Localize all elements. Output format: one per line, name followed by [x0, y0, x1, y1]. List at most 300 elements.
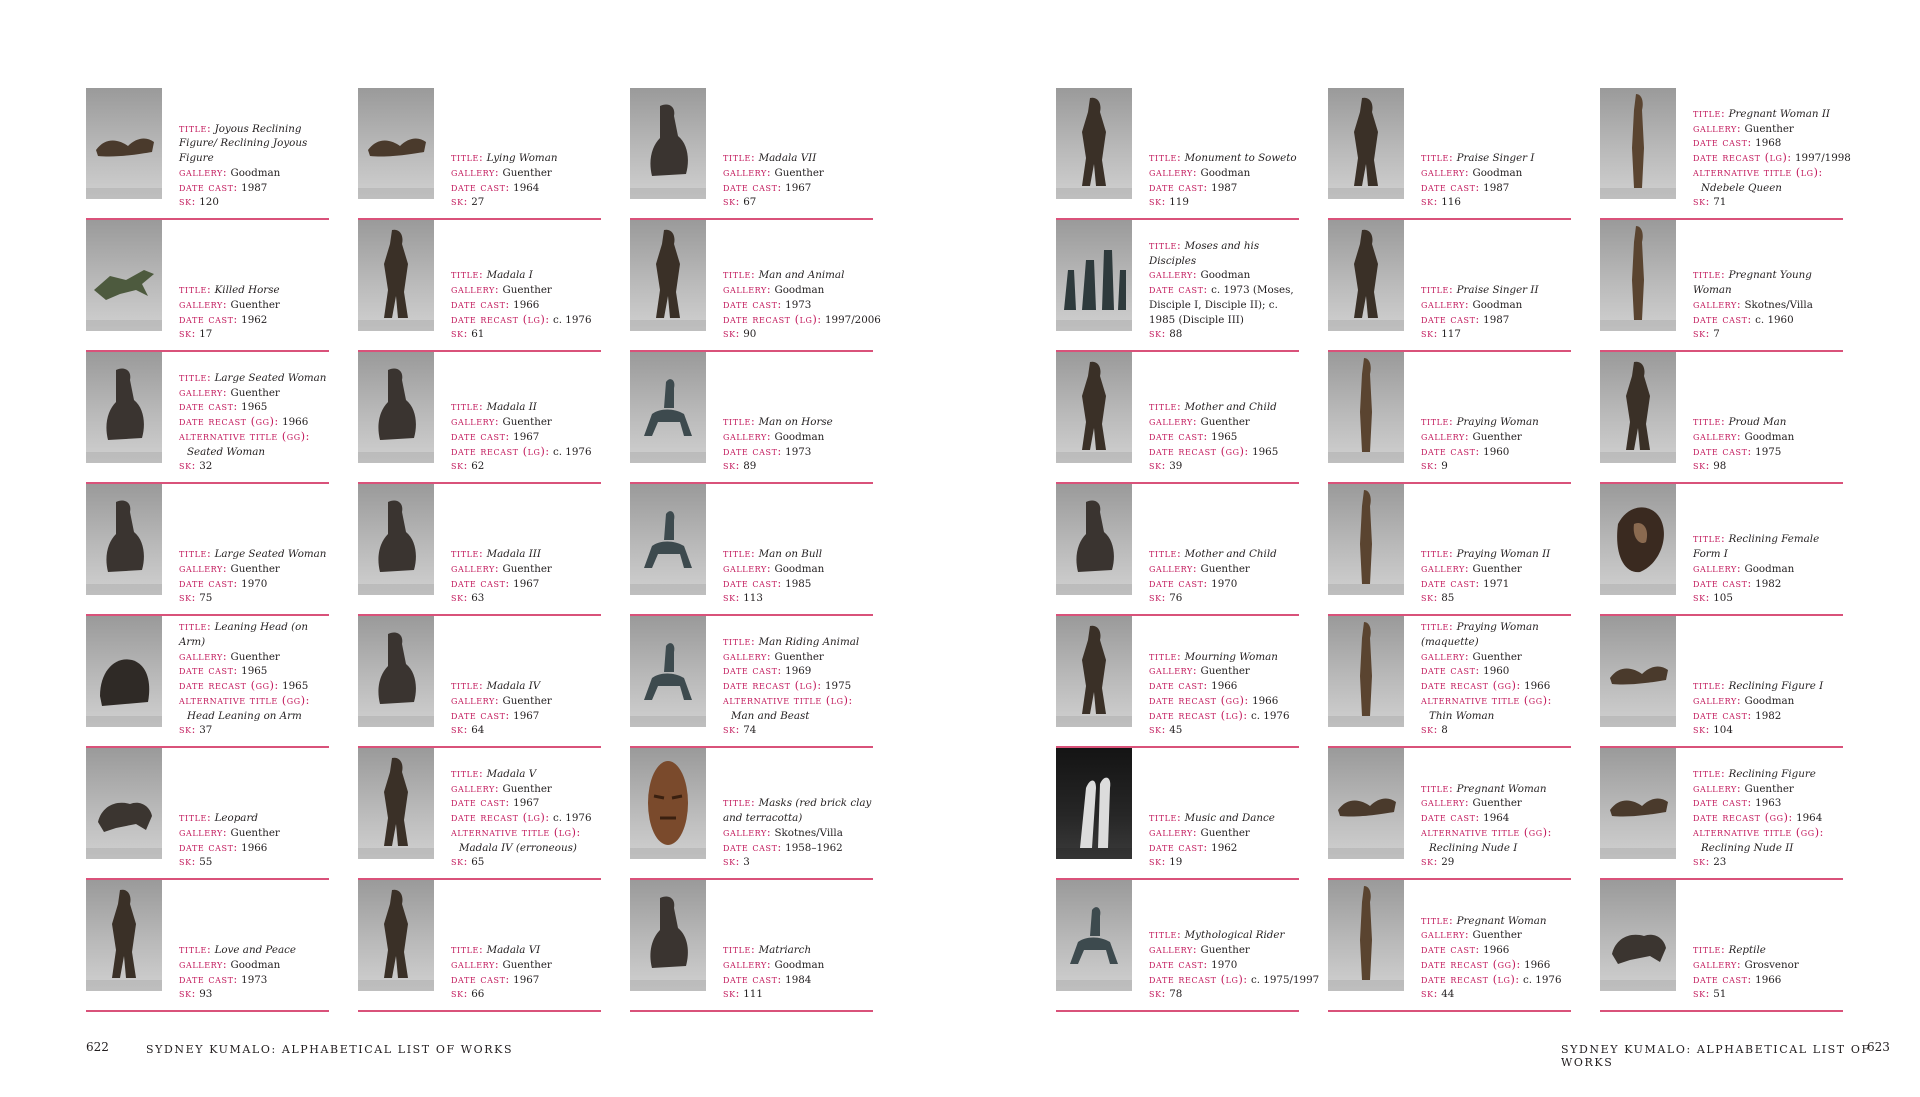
- artwork-sk-number: [1693, 195, 1845, 210]
- artwork-title: [723, 796, 875, 825]
- artwork-gallery: [451, 782, 603, 797]
- artwork-sk-number-label: sk:: [723, 327, 740, 341]
- artwork-title-label: title:: [1149, 547, 1182, 561]
- artwork-sk-number-label: sk:: [179, 591, 196, 605]
- artwork-title: [1149, 547, 1301, 562]
- artwork-date-cast-label: date cast:: [1421, 312, 1480, 326]
- artwork-title-label: title:: [1421, 151, 1454, 165]
- rider-sculpture-photo: [630, 484, 706, 595]
- artwork-sk-number-label: sk:: [723, 987, 740, 1001]
- artwork-date-cast: [1149, 577, 1301, 592]
- artwork-title-value: Man Riding Animal: [758, 636, 860, 649]
- artwork-date-cast: [1421, 664, 1573, 679]
- artwork-date-recast-gg-label: date recast (gg):: [1693, 811, 1793, 825]
- artwork-date-cast-label: date cast:: [179, 400, 238, 414]
- artwork-sk-number: [1421, 195, 1573, 210]
- artwork-date-recast-lg-label: date recast (lg):: [1421, 972, 1520, 986]
- artwork-sk-number-value: 62: [471, 460, 485, 473]
- artwork-date-cast-value: 1960: [1483, 665, 1510, 678]
- artwork-sk-number-value: 45: [1169, 724, 1183, 737]
- artwork-title-label: title:: [451, 767, 484, 781]
- artwork-gallery-value: Goodman: [1200, 166, 1251, 179]
- artwork-gallery-value: Guenther: [502, 166, 552, 179]
- artwork-date-recast-lg: [1421, 973, 1573, 988]
- artwork-entry: [86, 88, 329, 220]
- artwork-gallery-value: Guenther: [1200, 944, 1250, 957]
- animal-sculpture-photo: [86, 748, 162, 859]
- artwork-title-label: title:: [1421, 415, 1454, 429]
- artwork-date-cast: [1149, 430, 1301, 445]
- artwork-alternative-title-gg: [179, 694, 331, 709]
- artwork-gallery-label: gallery:: [1693, 121, 1742, 135]
- artwork-sk-number: [179, 855, 331, 870]
- artwork-date-recast-lg-value: c. 1976: [552, 313, 592, 326]
- artwork-gallery: [1149, 943, 1301, 958]
- artwork-title-value: Mourning Woman: [1184, 650, 1278, 663]
- artwork-title-label: title:: [723, 943, 756, 957]
- artwork-gallery-value: Goodman: [774, 430, 825, 443]
- artwork-date-cast: [179, 313, 331, 328]
- artwork-sk-number-label: sk:: [179, 987, 196, 1001]
- artwork-date-recast-gg: [1693, 811, 1845, 826]
- artwork-gallery-label: gallery:: [1693, 781, 1742, 795]
- artwork-title-value: Lying Woman: [486, 152, 558, 165]
- artwork-title: [1149, 400, 1301, 415]
- artwork-gallery-label: gallery:: [723, 957, 772, 971]
- group-figures-sculpture-photo: [1056, 220, 1132, 331]
- artwork-sk-number-value: 23: [1713, 856, 1727, 869]
- artwork-sk-number: [1149, 591, 1301, 606]
- artwork-gallery-value: Goodman: [230, 166, 281, 179]
- artwork-gallery: [1693, 958, 1845, 973]
- artwork-entry: [630, 88, 873, 220]
- artwork-title-label: title:: [1149, 239, 1182, 253]
- artwork-date-recast-lg-value: 1975: [824, 680, 852, 693]
- artwork-sk-number-label: sk:: [1693, 591, 1710, 605]
- artwork-gallery-value: Guenther: [1744, 122, 1794, 135]
- artwork-date-cast-value: 1966: [513, 298, 540, 311]
- artwork-date-cast: [723, 973, 875, 988]
- artwork-gallery-label: gallery:: [1149, 825, 1198, 839]
- artwork-title-value: Reclining Figure I: [1728, 680, 1824, 693]
- artwork-gallery-label: gallery:: [1421, 165, 1470, 179]
- artwork-gallery-value: Guenther: [1200, 416, 1250, 429]
- artwork-date-cast-value: 1966: [241, 841, 268, 854]
- artwork-sk-number: [1149, 327, 1301, 342]
- artwork-date-recast-gg-value: 1966: [282, 416, 309, 429]
- seated-figure-sculpture-photo: [358, 352, 434, 463]
- artwork-title: [1421, 782, 1573, 797]
- artwork-gallery-value: Guenther: [230, 650, 280, 663]
- artwork-title-value: Mother and Child: [1184, 548, 1277, 561]
- artwork-date-cast: [723, 298, 875, 313]
- artwork-date-cast: [1693, 445, 1845, 460]
- artwork-title: [179, 811, 331, 826]
- artwork-gallery: [451, 694, 603, 709]
- artwork-details: [179, 620, 331, 738]
- artwork-sk-number: [723, 987, 875, 1002]
- artwork-sk-number-value: 89: [743, 460, 757, 473]
- artwork-title: [723, 943, 875, 958]
- artwork-date-cast-value: 1987: [1483, 181, 1510, 194]
- artwork-alternative-title-gg: [1421, 826, 1573, 841]
- artwork-gallery-label: gallery:: [451, 415, 500, 429]
- artwork-sk-number-label: sk:: [451, 723, 468, 737]
- artwork-date-cast-value: 1967: [513, 709, 540, 722]
- seated-figure-sculpture-photo: [1056, 484, 1132, 595]
- artwork-date-cast: [1421, 445, 1573, 460]
- artwork-alternative-title-lg-value: Ndebele Queen: [1701, 181, 1782, 194]
- artwork-title-value: Monument to Soweto: [1184, 152, 1297, 165]
- artwork-details: [1421, 620, 1573, 738]
- artwork-date-cast-value: 1966: [1755, 973, 1782, 986]
- artwork-title-label: title:: [1421, 781, 1454, 795]
- seated-figure-sculpture-photo: [86, 484, 162, 595]
- artwork-title: [451, 767, 603, 782]
- artwork-date-cast-label: date cast:: [451, 972, 510, 986]
- artwork-gallery: [451, 166, 603, 181]
- artwork-date-cast-value: 1967: [513, 973, 540, 986]
- artwork-date-cast-label: date cast:: [1693, 136, 1752, 150]
- artwork-date-cast-label: date cast:: [179, 972, 238, 986]
- artwork-date-cast-value: 1962: [241, 313, 268, 326]
- artwork-gallery-value: Guenther: [502, 284, 552, 297]
- artwork-date-cast-label: date cast:: [1421, 180, 1480, 194]
- artwork-gallery: [1421, 298, 1573, 313]
- artwork-gallery-label: gallery:: [451, 561, 500, 575]
- artwork-sk-number: [1421, 327, 1573, 342]
- artwork-date-recast-gg: [179, 415, 331, 430]
- artwork-details: [451, 943, 603, 1002]
- artwork-details: [723, 796, 875, 870]
- artwork-gallery-value: Guenther: [1200, 826, 1250, 839]
- artwork-sk-number: [451, 195, 603, 210]
- artwork-details: [1421, 782, 1573, 870]
- artwork-title-value: Pregnant Woman II: [1728, 108, 1830, 121]
- artwork-date-cast-label: date cast:: [1149, 180, 1208, 194]
- artwork-sk-number: [1693, 327, 1845, 342]
- artwork-date-recast-gg-value: 1966: [1524, 680, 1551, 693]
- artwork-title-value: Mother and Child: [1184, 401, 1277, 414]
- artwork-gallery-label: gallery:: [1149, 415, 1198, 429]
- artwork-entry: [1600, 220, 1843, 352]
- artwork-date-cast-value: 1973: [785, 445, 812, 458]
- artwork-title-label: title:: [1693, 107, 1726, 121]
- artwork-sk-number-label: sk:: [1421, 591, 1438, 605]
- artwork-sk-number-label: sk:: [1149, 591, 1166, 605]
- artwork-details: [451, 151, 603, 210]
- artwork-date-cast: [1693, 313, 1845, 328]
- artwork-date-recast-gg: [1149, 694, 1301, 709]
- artwork-gallery-value: Goodman: [1744, 562, 1795, 575]
- artwork-sk-number-label: sk:: [179, 459, 196, 473]
- rider-sculpture-photo: [630, 352, 706, 463]
- artwork-entry: [358, 616, 601, 748]
- artwork-title-label: title:: [1693, 767, 1726, 781]
- artwork-sk-number-label: sk:: [179, 195, 196, 209]
- seated-figure-sculpture-photo: [630, 880, 706, 991]
- artwork-sk-number: [1693, 591, 1845, 606]
- artwork-date-cast: [1149, 841, 1301, 856]
- artwork-title-value: Proud Man: [1728, 416, 1787, 429]
- artwork-title-value: Man on Bull: [758, 548, 823, 561]
- artwork-gallery: [451, 415, 603, 430]
- artwork-sk-number-value: 3: [743, 856, 750, 869]
- artwork-sk-number-label: sk:: [451, 459, 468, 473]
- artwork-date-recast-lg-value: 1997/2006: [824, 313, 881, 326]
- artwork-sk-number: [1421, 591, 1573, 606]
- standing-figure-sculpture-photo: [1056, 88, 1132, 199]
- artwork-title-value: Madala VI: [486, 944, 541, 957]
- artwork-details: [451, 679, 603, 738]
- artwork-sk-number-value: 119: [1169, 196, 1189, 209]
- artwork-gallery: [723, 430, 875, 445]
- artwork-entry: [1056, 220, 1299, 352]
- artwork-gallery: [723, 166, 875, 181]
- artwork-gallery-label: gallery:: [451, 781, 500, 795]
- artwork-title: [451, 547, 603, 562]
- artwork-gallery-value: Goodman: [774, 562, 825, 575]
- artwork-gallery: [1149, 826, 1301, 841]
- artwork-gallery-label: gallery:: [1149, 165, 1198, 179]
- artwork-sk-number-label: sk:: [723, 459, 740, 473]
- artwork-sk-number-label: sk:: [1149, 459, 1166, 473]
- artwork-gallery-label: gallery:: [1149, 943, 1198, 957]
- tall-figure-sculpture-photo: [1328, 880, 1404, 991]
- artwork-sk-number: [1149, 723, 1301, 738]
- standing-figure-sculpture-photo: [86, 880, 162, 991]
- artwork-date-cast-label: date cast:: [451, 429, 510, 443]
- artwork-details: [1421, 283, 1573, 342]
- artwork-sk-number-value: 37: [199, 724, 213, 737]
- artwork-sk-number-label: sk:: [179, 723, 196, 737]
- artwork-gallery-value: Goodman: [774, 958, 825, 971]
- artwork-alternative-title-gg-label: alternative title (gg):: [1421, 693, 1552, 707]
- artwork-entry: [358, 352, 601, 484]
- artwork-sk-number: [1421, 987, 1573, 1002]
- artwork-entry: [86, 748, 329, 880]
- artwork-sk-number-value: 93: [199, 988, 213, 1001]
- artwork-gallery-value: Guenther: [502, 562, 552, 575]
- artwork-date-cast-label: date cast:: [1421, 811, 1480, 825]
- artwork-date-recast-lg-label: date recast (lg):: [1149, 972, 1248, 986]
- artwork-alternative-title-gg-label: alternative title (gg):: [179, 429, 310, 443]
- right-page-number: 623: [1867, 1040, 1890, 1054]
- artwork-date-recast-lg-label: date recast (lg):: [451, 811, 550, 825]
- artwork-gallery-value: Goodman: [1744, 430, 1795, 443]
- artwork-sk-number-label: sk:: [1693, 195, 1710, 209]
- artwork-date-cast-value: 1970: [1211, 958, 1238, 971]
- artwork-gallery-label: gallery:: [723, 429, 772, 443]
- artwork-date-cast: [179, 577, 331, 592]
- artwork-entry: [1328, 484, 1571, 616]
- artwork-gallery-label: gallery:: [1149, 268, 1198, 282]
- artwork-sk-number: [179, 327, 331, 342]
- artwork-date-cast: [451, 709, 603, 724]
- artwork-date-cast-value: 1969: [785, 665, 812, 678]
- artwork-title-label: title:: [451, 943, 484, 957]
- artwork-date-cast-label: date cast:: [179, 576, 238, 590]
- artwork-gallery-value: Guenther: [502, 782, 552, 795]
- artwork-entry: [1056, 616, 1299, 748]
- artwork-title-value: Mythological Rider: [1184, 929, 1285, 942]
- artwork-title: [1693, 767, 1845, 782]
- artwork-title-value: Man on Horse: [758, 416, 833, 429]
- artwork-title-value: Leopard: [214, 812, 258, 825]
- artwork-entry: [86, 880, 329, 1012]
- artwork-title-label: title:: [1693, 415, 1726, 429]
- artwork-sk-number: [451, 723, 603, 738]
- catalogue-column-4: [1056, 88, 1320, 1012]
- artwork-sk-number: [1421, 459, 1573, 474]
- artwork-title-label: title:: [1149, 400, 1182, 414]
- artwork-alternative-title-lg-label: alternative title (lg):: [723, 693, 853, 707]
- artwork-date-cast-label: date cast:: [1149, 840, 1208, 854]
- artwork-gallery-value: Guenther: [230, 298, 280, 311]
- artwork-entry: [1056, 880, 1320, 1012]
- dancers-sculpture-photo: [1056, 748, 1132, 859]
- artwork-date-cast-value: 1965: [1211, 430, 1238, 443]
- artwork-title-value: Praise Singer II: [1456, 284, 1539, 297]
- artwork-title: [1421, 914, 1573, 929]
- artwork-date-cast-value: 1968: [1755, 137, 1782, 150]
- artwork-date-cast: [723, 664, 875, 679]
- artwork-entry: [630, 484, 873, 616]
- artwork-date-cast: [723, 181, 875, 196]
- artwork-date-cast-value: 1967: [513, 577, 540, 590]
- artwork-gallery-value: Skotnes/Villa: [774, 826, 843, 839]
- artwork-entry: [630, 616, 873, 748]
- artwork-title-label: title:: [179, 547, 212, 561]
- artwork-entry: [1056, 484, 1299, 616]
- artwork-date-recast-gg-value: 1966: [1252, 694, 1279, 707]
- artwork-sk-number: [1421, 723, 1573, 738]
- artwork-sk-number-label: sk:: [1149, 327, 1166, 341]
- artwork-sk-number: [179, 987, 331, 1002]
- artwork-title-value: Love and Peace: [214, 944, 296, 957]
- artwork-date-cast-label: date cast:: [451, 180, 510, 194]
- artwork-date-cast-value: 1973: [241, 973, 268, 986]
- seated-figure-sculpture-photo: [86, 352, 162, 463]
- artwork-gallery-value: Guenther: [1472, 562, 1522, 575]
- artwork-title-value: Pregnant Woman: [1456, 782, 1547, 795]
- artwork-date-cast-label: date cast:: [451, 796, 510, 810]
- artwork-gallery-value: Guenther: [774, 166, 824, 179]
- artwork-date-recast-lg-label: date recast (lg):: [1693, 151, 1792, 165]
- artwork-sk-number-value: 65: [471, 856, 485, 869]
- standing-figure-sculpture-photo: [1600, 352, 1676, 463]
- artwork-sk-number-value: 116: [1441, 196, 1461, 209]
- artwork-date-recast-gg: [179, 679, 331, 694]
- artwork-title-value: Joyous Reclining Figure/ Reclining Joyous Figure: [179, 122, 308, 165]
- artwork-date-recast-gg-value: 1964: [1796, 812, 1823, 825]
- artwork-title-label: title:: [451, 547, 484, 561]
- artwork-title: [1693, 107, 1845, 122]
- artwork-title: [179, 122, 331, 166]
- artwork-gallery: [1149, 268, 1301, 283]
- artwork-date-cast-value: 1987: [241, 181, 268, 194]
- artwork-entry: [1056, 352, 1299, 484]
- artwork-title-value: Killed Horse: [214, 284, 280, 297]
- artwork-title: [723, 547, 875, 562]
- artwork-title: [1421, 620, 1573, 649]
- artwork-gallery-value: Guenther: [1472, 430, 1522, 443]
- artwork-date-cast-value: 1982: [1755, 577, 1782, 590]
- artwork-title-value: Praying Woman II: [1456, 548, 1551, 561]
- artwork-date-cast: [451, 430, 603, 445]
- artwork-details: [179, 811, 331, 870]
- artwork-alternative-title-lg-label: alternative title (lg):: [451, 825, 581, 839]
- artwork-sk-number-value: 105: [1713, 592, 1733, 605]
- artwork-date-recast-gg-value: 1965: [1252, 445, 1279, 458]
- artwork-gallery-label: gallery:: [1693, 297, 1742, 311]
- artwork-sk-number-label: sk:: [1421, 987, 1438, 1001]
- artwork-date-cast: [179, 841, 331, 856]
- artwork-sk-number-label: sk:: [723, 855, 740, 869]
- artwork-date-cast: [1693, 973, 1845, 988]
- animal-sculpture-photo: [1600, 880, 1676, 991]
- artwork-sk-number-value: 27: [471, 196, 485, 209]
- artwork-title-value: Matriarch: [758, 944, 812, 957]
- artwork-sk-number-value: 74: [743, 724, 757, 737]
- artwork-date-recast-lg-label: date recast (lg):: [451, 312, 550, 326]
- standing-figure-sculpture-photo: [1328, 88, 1404, 199]
- artwork-sk-number-value: 61: [471, 328, 485, 341]
- artwork-date-cast: [723, 841, 875, 856]
- artwork-entry: [86, 220, 329, 352]
- artwork-details: [1693, 943, 1845, 1002]
- artwork-sk-number-value: 88: [1169, 328, 1183, 341]
- artwork-entry: [1056, 748, 1299, 880]
- artwork-date-cast-label: date cast:: [1693, 708, 1752, 722]
- artwork-entry: [630, 352, 873, 484]
- artwork-gallery-label: gallery:: [1421, 649, 1470, 663]
- artwork-gallery-value: Grosvenor: [1744, 958, 1799, 971]
- artwork-gallery-label: gallery:: [723, 165, 772, 179]
- seated-figure-sculpture-photo: [358, 616, 434, 727]
- artwork-alternative-title-gg: [179, 430, 331, 445]
- artwork-sk-number: [451, 987, 603, 1002]
- artwork-title-label: title:: [1421, 547, 1454, 561]
- artwork-date-cast-value: 1958–1962: [785, 841, 843, 854]
- standing-figure-sculpture-photo: [1056, 616, 1132, 727]
- left-page-number: 622: [86, 1040, 109, 1054]
- artwork-date-cast-label: date cast:: [1421, 576, 1480, 590]
- artwork-title: [1693, 943, 1845, 958]
- artwork-title-value: Leaning Head (on Arm): [179, 621, 308, 649]
- artwork-date-cast-value: c. 1960: [1755, 313, 1794, 326]
- artwork-gallery-value: Guenther: [1472, 650, 1522, 663]
- artwork-sk-number-label: sk:: [1421, 723, 1438, 737]
- artwork-date-cast: [451, 298, 603, 313]
- artwork-date-recast-gg: [1421, 679, 1573, 694]
- artwork-gallery-label: gallery:: [1693, 429, 1742, 443]
- artwork-sk-number-value: 67: [743, 196, 757, 209]
- artwork-title-value: Moses and his Disciples: [1149, 240, 1260, 267]
- artwork-sk-number: [179, 195, 331, 210]
- reclining-figure-sculpture-photo: [1328, 748, 1404, 859]
- artwork-date-recast-lg: [451, 313, 603, 328]
- artwork-details: [1149, 151, 1301, 210]
- artwork-gallery: [1421, 928, 1573, 943]
- artwork-gallery: [1421, 650, 1573, 665]
- artwork-date-cast: [1149, 679, 1301, 694]
- artwork-date-cast: [1421, 577, 1573, 592]
- artwork-title: [1693, 268, 1845, 297]
- artwork-sk-number: [1149, 855, 1301, 870]
- artwork-gallery: [179, 386, 331, 401]
- artwork-title: [451, 151, 603, 166]
